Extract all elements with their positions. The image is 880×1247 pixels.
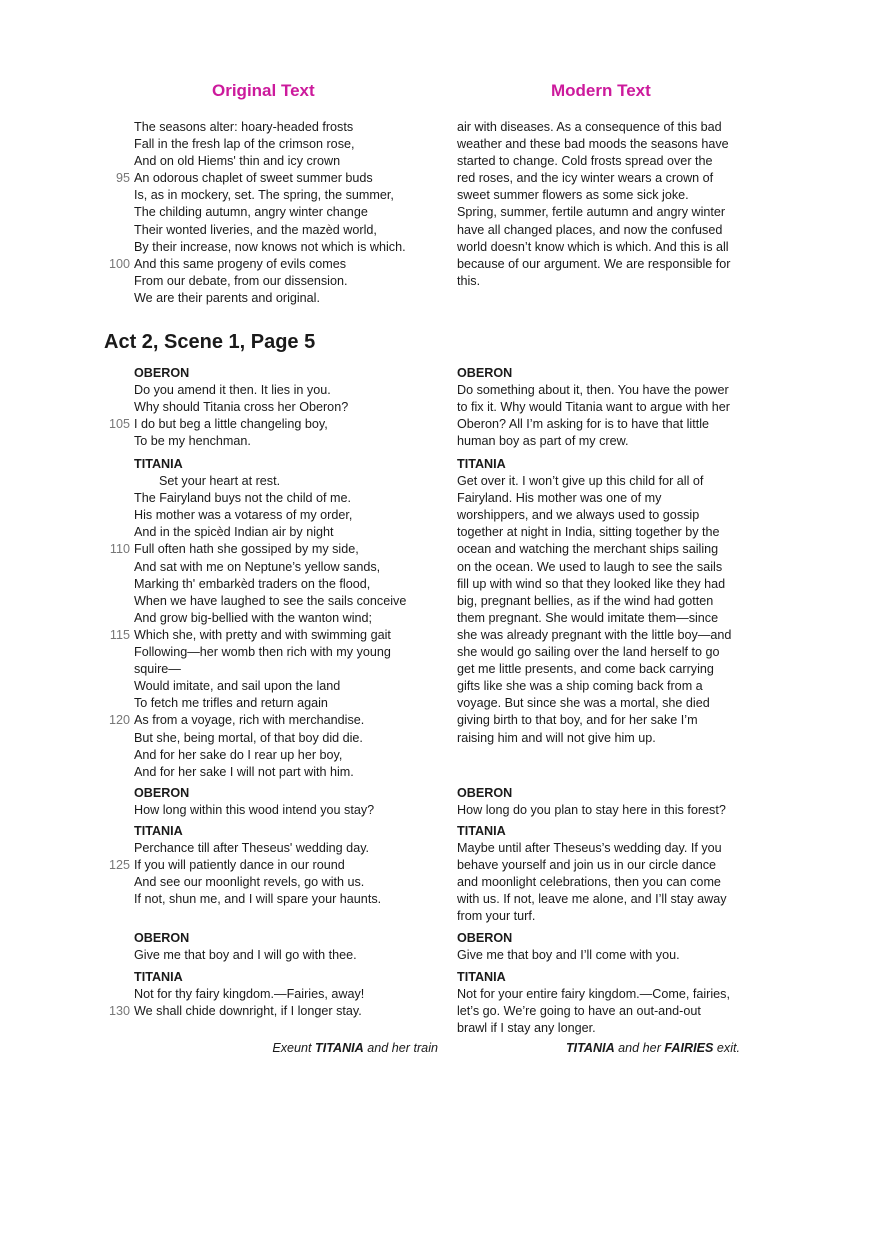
text-line: together at night in India, sitting together by the <box>457 525 720 540</box>
text-line: human boy as part of my crew. <box>457 434 629 449</box>
text-line: and moonlight celebrations, then you can come <box>457 875 721 890</box>
speaker-name: TITANIA <box>457 457 506 471</box>
line-text: An odorous chaplet of sweet summer buds <box>134 171 373 186</box>
line-text: And see our moonlight revels, go with us. <box>134 875 365 890</box>
text-line: she would go sailing over the land herself to go <box>457 645 720 660</box>
text-line <box>108 712 434 729</box>
text-line <box>134 187 434 204</box>
top-original-lines <box>108 119 434 307</box>
line-text: Following—her womb then rich with my young <box>134 645 391 660</box>
top-modern-lines <box>457 119 757 290</box>
line-text: The seasons alter: hoary-headed frosts <box>134 120 354 134</box>
line-number: 115 <box>109 627 130 642</box>
header-original-text: Original Text <box>212 81 315 100</box>
text-line <box>134 559 434 576</box>
text-line <box>134 730 434 747</box>
text-line <box>134 986 434 1003</box>
speech-4-original <box>108 823 434 908</box>
speaker-name: TITANIA <box>457 970 506 984</box>
text-line: started to change. Cold frosts spread over the <box>457 154 713 169</box>
line-text: To fetch me trifles and return again <box>134 696 328 711</box>
text-line: Maybe until after Theseus’s wedding day. If you <box>457 841 722 856</box>
speech-5-original <box>134 930 434 964</box>
text-line <box>108 857 434 874</box>
text-line: with us. If not, leave me alone, and I’ll stay away <box>457 892 727 907</box>
text-line <box>108 1003 434 1020</box>
line-text: Perchance till after Theseus' wedding day. <box>134 841 370 856</box>
text-line: to fix it. Why would Titania want to argue with her <box>457 400 730 415</box>
line-text: When we have laughed to see the sails conceive <box>134 593 407 608</box>
stage-direction-original-name: TITANIA <box>315 1041 364 1055</box>
text-line <box>108 256 434 273</box>
speaker-name: OBERON <box>134 366 190 380</box>
text-line <box>134 204 434 221</box>
text-line: brawl if I stay any longer. <box>457 1021 596 1036</box>
text-line <box>134 473 434 490</box>
text-line <box>134 153 434 170</box>
text-line: she was already pregnant with the little boy—and <box>457 627 732 642</box>
speaker-name: OBERON <box>134 931 190 945</box>
text-line <box>134 661 434 678</box>
text-line <box>134 610 434 627</box>
text-line: ocean and watching the merchant ships sailing <box>457 542 719 557</box>
text-line: fill up with wind so that they looked like they had <box>457 576 726 591</box>
text-line <box>134 239 434 256</box>
line-text: I do but beg a little changeling boy, <box>134 417 328 432</box>
speech-6-original <box>108 969 434 1020</box>
text-line: Do something about it, then. You have the power <box>457 383 729 398</box>
line-text: And this same progeny of evils comes <box>134 256 347 271</box>
text-line: sweet summer flowers as some sick joke. <box>457 188 689 203</box>
text-line <box>134 593 434 610</box>
line-text: The childing autumn, angry winter change <box>134 205 368 220</box>
text-line <box>134 524 434 541</box>
text-line: them pregnant. She would imitate them—since <box>457 610 719 625</box>
text-line <box>134 891 434 908</box>
speech-1-original <box>108 365 434 450</box>
line-text: But she, being mortal, of that boy did die. <box>134 730 363 745</box>
text-line: this. <box>457 273 481 288</box>
text-line: raising him and will not give him up. <box>457 730 656 745</box>
text-line: Give me that boy and I’ll come with you. <box>457 948 680 963</box>
line-text: And for her sake I will not part with him. <box>134 764 354 779</box>
text-line <box>134 490 434 507</box>
text-line <box>134 399 434 416</box>
line-text: If not, shun me, and I will spare your haunts. <box>134 892 382 907</box>
line-text: Fall in the fresh lap of the crimson rose, <box>134 137 355 152</box>
text-line <box>134 576 434 593</box>
text-line: because of our argument. We are responsible for <box>457 256 731 271</box>
text-line <box>134 290 434 307</box>
text-line <box>134 273 434 290</box>
section-title: Act 2, Scene 1, Page 5 <box>104 331 316 353</box>
text-line <box>134 802 434 819</box>
line-number: 100 <box>108 256 130 271</box>
line-text: And sat with me on Neptune’s yellow sands, <box>134 559 381 574</box>
stage-direction-modern-name-2: FAIRIES <box>664 1041 714 1055</box>
line-number: 130 <box>108 1004 130 1019</box>
line-text: Which she, with pretty and with swimming gait <box>134 627 391 642</box>
text-line: get me little presents, and come back carrying <box>457 662 714 677</box>
text-line <box>109 541 434 558</box>
speaker-name: TITANIA <box>134 970 183 984</box>
line-text: And grow big-bellied with the wanton wind; <box>134 610 373 625</box>
line-text: Why should Titania cross her Oberon? <box>134 400 349 415</box>
text-line <box>134 947 434 964</box>
text-line: Get over it. I won’t give up this child for all of <box>457 474 704 489</box>
text-line: Fairyland. His mother was one of my <box>457 491 662 506</box>
text-line: big, pregnant bellies, as if the wind had gotten <box>457 593 714 608</box>
speech-2-original <box>108 456 434 781</box>
text-line <box>109 627 434 644</box>
line-text: The Fairyland buys not the child of me. <box>134 491 352 506</box>
text-line: Not for your entire fairy kingdom.—Come, fairies, <box>457 987 730 1002</box>
line-text: His mother was a votaress of my order, <box>134 508 353 523</box>
text-line: have all changed places, and now the confused <box>457 222 723 237</box>
line-text: squire— <box>134 662 181 677</box>
text-line <box>134 874 434 891</box>
text-line <box>134 136 434 153</box>
line-text: Give me that boy and I will go with thee. <box>134 948 357 963</box>
stage-direction-modern <box>566 1041 740 1055</box>
stage-direction-original-pre: Exeunt <box>272 1041 316 1055</box>
text-line <box>134 644 434 661</box>
line-text: Not for thy fairy kingdom.—Fairies, away! <box>134 987 365 1002</box>
line-text: And for her sake do I rear up her boy, <box>134 747 343 762</box>
line-number: 120 <box>108 713 130 728</box>
text-line: red roses, and the icy winter wears a crown of <box>457 171 714 186</box>
text-line <box>134 747 434 764</box>
text-line: behave yourself and join us in our circle dance <box>457 858 717 873</box>
text-line: from your turf. <box>457 909 536 924</box>
stage-direction-modern-name-1: TITANIA <box>565 1041 615 1055</box>
speech-6-modern <box>457 969 757 1037</box>
speaker-name: OBERON <box>134 786 190 800</box>
text-line <box>115 170 434 187</box>
line-text: Do you amend it then. It lies in you. <box>134 383 331 398</box>
line-text: From our debate, from our dissension. <box>134 273 348 288</box>
line-text: Marking th' embarkèd traders on the flood, <box>134 576 371 591</box>
speaker-name: TITANIA <box>134 457 183 471</box>
speech-2-modern <box>457 456 757 747</box>
line-number: 95 <box>115 171 130 186</box>
line-text: And in the spicèd Indian air by night <box>134 525 334 540</box>
line-text: By their increase, now knows not which is which. <box>134 239 406 254</box>
speaker-name: TITANIA <box>134 824 183 838</box>
speaker-name: OBERON <box>457 931 513 945</box>
speech-4-modern <box>457 823 757 926</box>
line-text: We are their parents and original. <box>134 290 320 305</box>
text-line <box>134 507 434 524</box>
text-line <box>134 764 434 781</box>
text-line <box>134 433 434 450</box>
line-text: Their wonted liveries, and the mazèd world, <box>134 222 377 237</box>
line-text: How long within this wood intend you stay? <box>134 803 375 818</box>
text-line: Oberon? All I’m asking for is to have that little <box>457 417 709 432</box>
text-line: let’s go. We’re going to have an out-and-out <box>457 1004 701 1019</box>
stage-direction-modern-mid: and her <box>614 1041 665 1055</box>
line-text: We shall chide downright, if I longer stay. <box>134 1004 362 1019</box>
text-line: weather and these bad moods the seasons have <box>457 137 729 152</box>
text-line <box>134 119 434 136</box>
text-line <box>134 678 434 695</box>
line-number: 125 <box>108 858 130 873</box>
speech-5-modern <box>457 930 757 964</box>
line-text: Is, as in mockery, set. The spring, the summer, <box>134 188 394 203</box>
stage-direction-original <box>272 1041 438 1055</box>
speaker-name: OBERON <box>457 786 513 800</box>
stage-direction-original-post: and her train <box>363 1041 438 1055</box>
line-text: If you will patiently dance in our round <box>134 858 345 873</box>
line-text: Set your heart at rest. <box>159 474 281 489</box>
speech-1-modern <box>457 365 757 450</box>
speech-3-modern <box>457 785 757 819</box>
line-text: Full often hath she gossiped by my side, <box>134 542 359 557</box>
speaker-name: TITANIA <box>457 824 506 838</box>
speaker-name: OBERON <box>457 366 513 380</box>
line-text: To be my henchman. <box>134 434 251 449</box>
text-line <box>134 382 434 399</box>
text-line <box>134 695 434 712</box>
line-number: 105 <box>108 417 130 432</box>
text-line: giving birth to that boy, and for her sake I’m <box>457 713 698 728</box>
text-line <box>108 416 434 433</box>
text-line: Spring, summer, fertile autumn and angry winter <box>457 205 726 220</box>
line-number: 110 <box>109 542 130 557</box>
line-text: As from a voyage, rich with merchandise. <box>134 713 365 728</box>
line-text: Would imitate, and sail upon the land <box>134 679 341 694</box>
text-line: gifts like she was a ship coming back from a <box>457 679 703 694</box>
text-line: voyage. But since she was a mortal, she died <box>457 696 710 711</box>
line-text: And on old Hiems' thin and icy crown <box>134 154 341 169</box>
text-line: on the ocean. We used to laugh to see the sails <box>457 559 723 574</box>
text-line: air with diseases. As a consequence of this bad <box>457 120 722 134</box>
text-line <box>134 222 434 239</box>
stage-direction-modern-post: exit. <box>713 1041 740 1055</box>
header-modern-text: Modern Text <box>551 81 651 100</box>
speech-3-original <box>134 785 434 819</box>
text-line: worshippers, and we always used to gossip <box>457 508 700 523</box>
text-line: How long do you plan to stay here in this forest? <box>457 803 726 818</box>
text-line <box>134 840 434 857</box>
text-line: world doesn’t know which is which. And this is all <box>457 239 729 254</box>
